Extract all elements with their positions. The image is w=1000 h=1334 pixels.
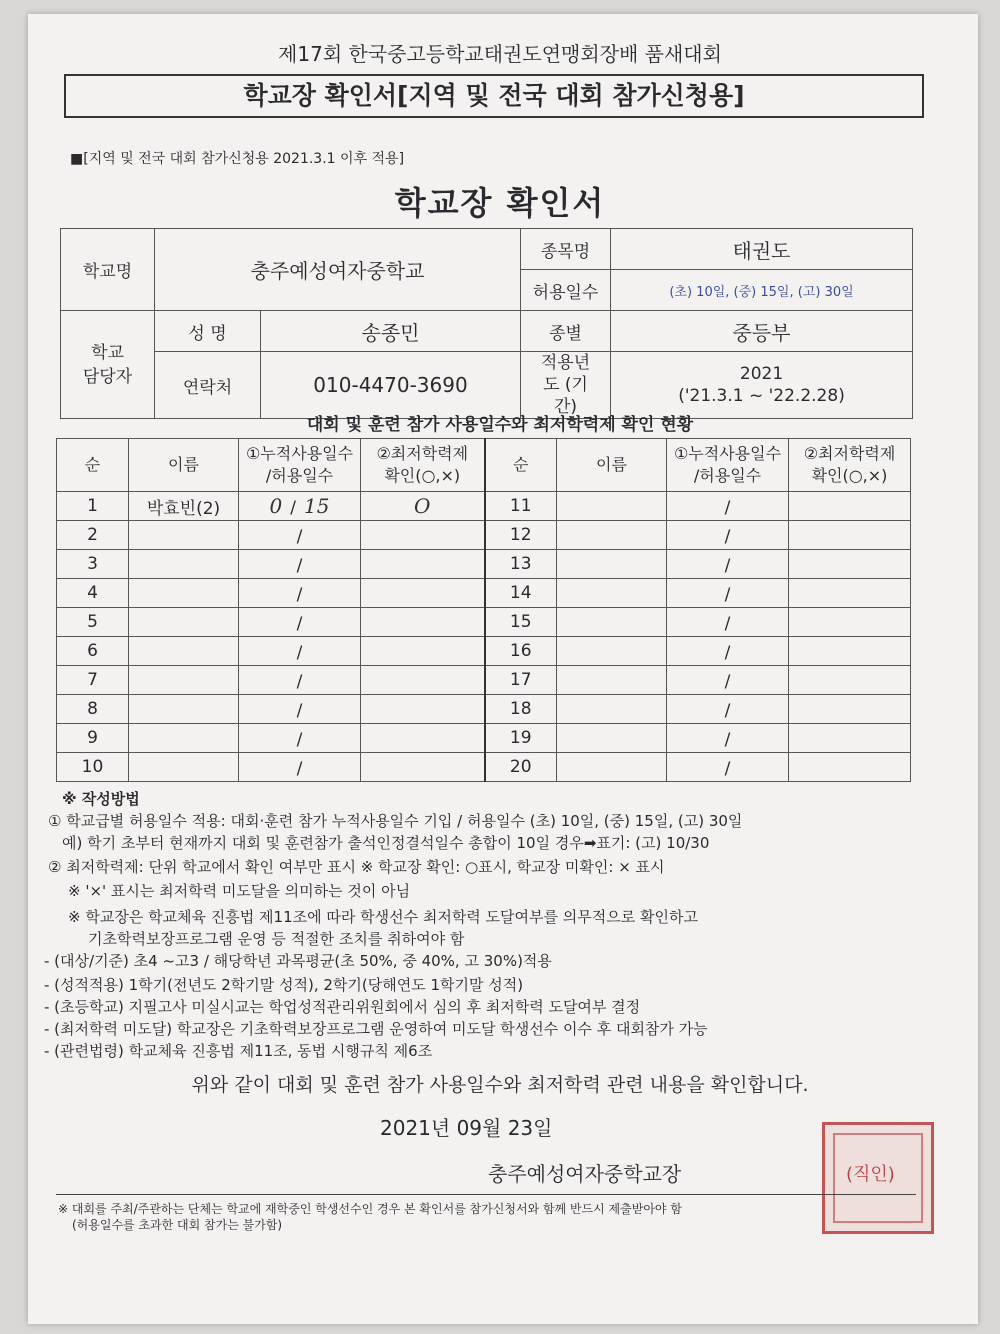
row-no-right: 19 <box>485 724 557 753</box>
row-no-right: 11 <box>485 492 557 521</box>
table-row <box>57 492 911 521</box>
days-slash: / <box>296 643 303 663</box>
row-name-right <box>557 521 667 550</box>
row-check <box>361 521 485 550</box>
days-slash: / <box>724 730 731 750</box>
header-used-line1: ①누적사용일수 <box>245 444 354 463</box>
row-no: 9 <box>57 724 129 753</box>
row-check <box>361 666 485 695</box>
row-name <box>129 666 239 695</box>
days-slash: / <box>290 498 296 518</box>
header-no: 순 <box>57 439 129 492</box>
table-row <box>57 550 911 579</box>
row-no: 8 <box>57 695 129 724</box>
row-no-right: 17 <box>485 666 557 695</box>
days-slash: / <box>296 730 303 750</box>
row-no-right: 18 <box>485 695 557 724</box>
header-check-line2: 확인(○,×) <box>384 466 461 485</box>
row-check <box>361 608 485 637</box>
table-header-row <box>57 439 911 492</box>
header-check-right-line2: 확인(○,×) <box>811 466 888 485</box>
instruction-line: - (관련법령) 학교체육 진흥법 제11조, 동법 시행규칙 제6조 <box>44 1042 433 1060</box>
row-no: 10 <box>57 753 129 782</box>
year-value: 2021 <box>739 364 784 384</box>
instruction-line: - (초등학교) 지필고사 미실시교는 학업성적관리위원회에서 심의 후 최저학력 도달여부 결정 <box>44 998 641 1016</box>
row-check-right <box>789 724 911 753</box>
instruction-line: ※ '×' 표시는 최저학력 미도달을 의미하는 것이 아님 <box>68 882 411 900</box>
days-slash: / <box>296 585 303 605</box>
row-used <box>239 492 361 521</box>
instruction-line: 기초학력보장프로그램 운영 등 적절한 조치를 취하여야 함 <box>88 930 465 948</box>
row-name <box>129 695 239 724</box>
row-used <box>239 666 361 695</box>
instruction-line: - (최저학력 미도달) 학교장은 기초학력보장프로그램 운영하여 미도달 학생선수 이수 후 대회참가 가능 <box>44 1020 708 1038</box>
header-name: 이름 <box>129 439 239 492</box>
division-label: 종별 <box>521 311 611 352</box>
row-name-right <box>557 550 667 579</box>
row-name <box>129 521 239 550</box>
row-check-right <box>789 550 911 579</box>
footnote-line2: (허용일수를 초과한 대회 참가는 불가함) <box>72 1218 283 1232</box>
period-value: ('21.3.1 ~ '22.2.28) <box>678 386 845 406</box>
row-used <box>239 753 361 782</box>
row-name-right <box>557 666 667 695</box>
row-check-right <box>789 579 911 608</box>
row-name <box>129 724 239 753</box>
section-title: 대회 및 훈련 참가 사용일수와 최저학력제 확인 현황 <box>306 415 694 435</box>
contact-label: 연락처 <box>155 352 261 419</box>
row-name-right <box>557 492 667 521</box>
row-used-right <box>667 492 789 521</box>
school-value: 충주예성여자중학교 <box>155 229 521 311</box>
row-used-right <box>667 550 789 579</box>
roster-body <box>57 439 911 782</box>
header-used <box>239 439 361 492</box>
row-check <box>361 579 485 608</box>
division-value: 중등부 <box>611 311 913 352</box>
row-used <box>239 521 361 550</box>
header-check-right-line1: ②최저학력제 <box>803 444 896 463</box>
row-name-right <box>557 579 667 608</box>
instruction-line: - (성적적용) 1학기(전년도 2학기말 성적), 2학기(당해연도 1학기말 성적) <box>44 976 524 994</box>
row-name-right <box>557 637 667 666</box>
header-check-right <box>789 439 911 492</box>
row-no: 1 <box>57 492 129 521</box>
sport-value: 태권도 <box>611 229 913 270</box>
header-used-right-line2: /허용일수 <box>693 466 762 485</box>
row-name-right <box>557 608 667 637</box>
header-check <box>361 439 485 492</box>
row-used-right <box>667 753 789 782</box>
signer: 충주예성여자중학교장 <box>488 1162 682 1186</box>
table-row <box>57 666 911 695</box>
row-used-right <box>667 695 789 724</box>
instruction-line: 예) 학기 초부터 현재까지 대회 및 훈련참가 출석인정결석일수 총합이 10일 경우➡표기: (고) 10/30 <box>62 834 710 852</box>
table-row <box>57 608 911 637</box>
title-box: 학교장 확인서[지역 및 전국 대회 참가신청용] <box>64 74 924 118</box>
info-table <box>60 228 913 419</box>
form-title: 학교장 확인서 <box>394 184 606 222</box>
closing-statement: 위와 같이 대회 및 훈련 참가 사용일수와 최저학력 관련 내용을 확인합니다. <box>191 1074 809 1096</box>
allowed-days: 15 <box>304 494 330 518</box>
row-no: 4 <box>57 579 129 608</box>
row-used <box>239 550 361 579</box>
row-check-right <box>789 492 911 521</box>
header-name-right: 이름 <box>557 439 667 492</box>
days-value: (초) 10일, (중) 15일, (고) 30일 <box>611 270 913 311</box>
row-used <box>239 724 361 753</box>
row-name-right <box>557 695 667 724</box>
days-slash: / <box>296 527 303 547</box>
row-check: O <box>361 492 485 521</box>
row-no: 3 <box>57 550 129 579</box>
row-used-right <box>667 579 789 608</box>
school-label: 학교명 <box>61 229 155 311</box>
row-used-right <box>667 637 789 666</box>
row-check <box>361 753 485 782</box>
name-label: 성 명 <box>155 311 261 352</box>
row-no-right: 20 <box>485 753 557 782</box>
row-name <box>129 579 239 608</box>
date: 2021년 09월 23일 <box>380 1116 553 1140</box>
days-slash: / <box>296 701 303 721</box>
contact-value: 010-4470-3690 <box>261 352 521 419</box>
row-no: 7 <box>57 666 129 695</box>
year-label: 적용년도 (기간) <box>521 352 611 419</box>
row-name <box>129 608 239 637</box>
row-check-right <box>789 521 911 550</box>
row-no-right: 14 <box>485 579 557 608</box>
row-check <box>361 550 485 579</box>
row-check <box>361 637 485 666</box>
row-no-right: 16 <box>485 637 557 666</box>
days-slash: / <box>296 556 303 576</box>
days-slash: / <box>296 614 303 634</box>
footer-divider <box>56 1194 916 1195</box>
table-row <box>57 724 911 753</box>
days-slash: / <box>724 643 731 663</box>
manager-label: 학교 담당자 <box>61 311 155 419</box>
days-slash: / <box>724 585 731 605</box>
used-days: 0 <box>269 494 283 518</box>
row-used-right <box>667 666 789 695</box>
row-used <box>239 608 361 637</box>
table-row <box>57 637 911 666</box>
seal-label: (직인) <box>846 1164 895 1185</box>
row-used <box>239 579 361 608</box>
row-name-right <box>557 724 667 753</box>
row-no-right: 12 <box>485 521 557 550</box>
table-row <box>57 695 911 724</box>
row-name <box>129 637 239 666</box>
row-no-right: 15 <box>485 608 557 637</box>
days-slash: / <box>724 498 731 518</box>
roster-table <box>56 438 911 782</box>
row-used-right <box>667 724 789 753</box>
form-note: ■[지역 및 전국 대회 참가신청용 2021.3.1 이후 적용] <box>70 151 405 167</box>
row-name <box>129 550 239 579</box>
footnote-line1: ※ 대회를 주최/주관하는 단체는 학교에 재학중인 학생선수인 경우 본 확인서를 참가신청서와 함께 반드시 제출받아야 함 <box>58 1202 682 1216</box>
row-name: 박효빈(2) <box>129 492 239 521</box>
row-name-right <box>557 753 667 782</box>
days-slash: / <box>296 759 303 779</box>
header-used-line2: /허용일수 <box>265 466 334 485</box>
days-slash: / <box>724 672 731 692</box>
days-label: 허용일수 <box>521 270 611 311</box>
days-slash: / <box>724 759 731 779</box>
days-slash: / <box>724 556 731 576</box>
row-used-right <box>667 608 789 637</box>
row-used <box>239 695 361 724</box>
row-used-right <box>667 521 789 550</box>
header-check-line1: ②최저학력제 <box>376 444 469 463</box>
row-no: 5 <box>57 608 129 637</box>
name-value: 송종민 <box>261 311 521 352</box>
row-no-right: 13 <box>485 550 557 579</box>
row-check-right <box>789 666 911 695</box>
instruction-line: - (대상/기준) 초4 ~고3 / 해당학년 과목평균(초 50%, 중 40%, 고 30%)적용 <box>44 952 552 970</box>
instructions-heading: ※ 작성방법 <box>62 790 140 808</box>
days-slash: / <box>724 527 731 547</box>
row-no: 2 <box>57 521 129 550</box>
table-row <box>57 753 911 782</box>
row-check-right <box>789 608 911 637</box>
row-no: 6 <box>57 637 129 666</box>
days-slash: / <box>724 701 731 721</box>
row-check <box>361 695 485 724</box>
table-row <box>57 521 911 550</box>
row-check <box>361 724 485 753</box>
days-slash: / <box>296 672 303 692</box>
header-used-right <box>667 439 789 492</box>
event-title: 제17회 한국중고등학교태권도연맹회장배 품새대회 <box>278 42 722 66</box>
instruction-line: ① 학교급별 허용일수 적용: 대회·훈련 참가 누적사용일수 기입 / 허용일수 (초) 10일, (중) 15일, (고) 30일 <box>48 812 743 830</box>
header-no-right: 순 <box>485 439 557 492</box>
header-used-right-line1: ①누적사용일수 <box>673 444 782 463</box>
table-row <box>57 579 911 608</box>
row-check-right <box>789 695 911 724</box>
row-check-right <box>789 637 911 666</box>
row-check-right <box>789 753 911 782</box>
row-name <box>129 753 239 782</box>
instruction-line: ※ 학교장은 학교체육 진흥법 제11조에 따라 학생선수 최저학력 도달여부를 의무적으로 확인하고 <box>68 908 698 926</box>
days-slash: / <box>724 614 731 634</box>
instruction-line: ② 최저학력제: 단위 학교에서 확인 여부만 표시 ※ 학교장 확인: ○표시, 학교장 미확인: × 표시 <box>48 858 665 876</box>
row-used <box>239 637 361 666</box>
year-cell <box>611 352 913 419</box>
sport-label: 종목명 <box>521 229 611 270</box>
